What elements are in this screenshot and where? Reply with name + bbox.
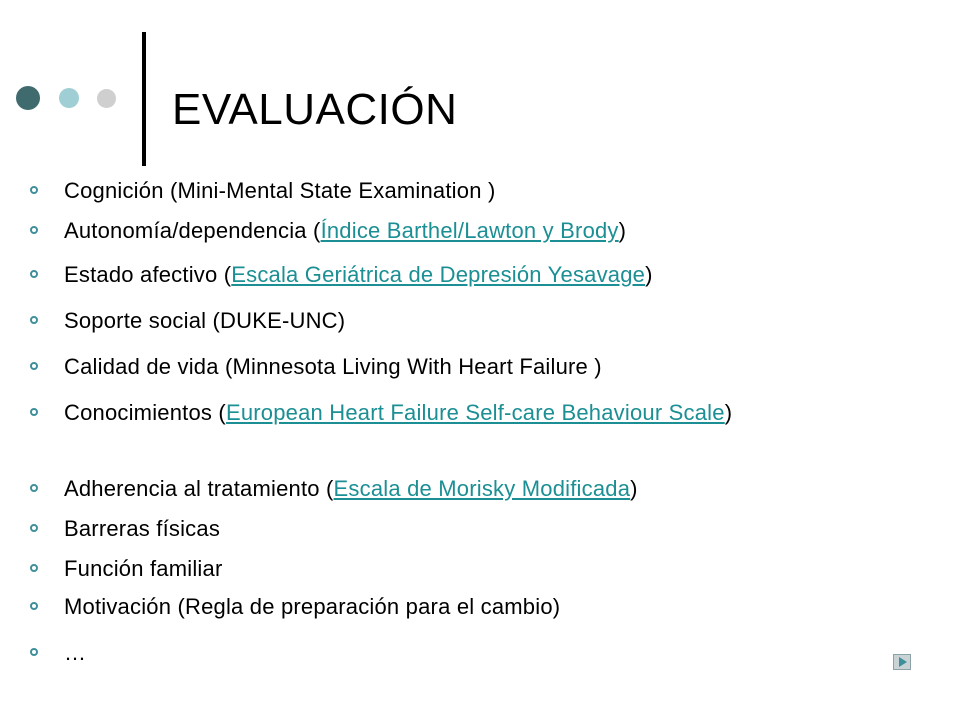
item-text: Autonomía/dependencia ( (64, 218, 321, 243)
item-text: Función familiar (64, 556, 223, 581)
bullet-icon (30, 362, 38, 370)
bullet-icon (30, 602, 38, 610)
item-text-end: ) (724, 400, 733, 425)
bullet-icon (30, 564, 38, 572)
slide-title: EVALUACIÓN (172, 85, 458, 134)
bullet-icon (30, 408, 38, 416)
item-text: Cognición (Mini-Mental State Examination ) (64, 178, 496, 203)
item-text: Motivación (Regla de preparación para el cambio) (64, 594, 561, 619)
item-text: Soporte social (DUKE-UNC) (64, 308, 346, 333)
bullet-icon (30, 524, 38, 532)
barthel-link[interactable]: Índice Barthel/Lawton y Brody (320, 218, 619, 243)
item-text-end: ) (630, 476, 638, 501)
bullet-icon (30, 270, 38, 278)
dot-light-teal-icon (59, 88, 79, 108)
item-text: Estado afectivo ( (64, 262, 232, 287)
bullet-icon (30, 226, 38, 234)
bullet-icon (30, 484, 38, 492)
dot-gray-icon (97, 89, 116, 108)
morisky-link[interactable]: Escala de Morisky Modificada (333, 476, 631, 501)
item-text-end: ) (618, 218, 627, 243)
play-arrow-icon[interactable] (893, 654, 911, 670)
item-text: … (64, 640, 87, 665)
dot-dark-teal-icon (16, 86, 40, 110)
title-divider (142, 32, 146, 166)
bullet-icon (30, 186, 38, 194)
yesavage-link[interactable]: Escala Geriátrica de Depresión Yesavage (231, 262, 646, 287)
bullet-icon (30, 316, 38, 324)
item-text: Barreras físicas (64, 516, 221, 541)
bullet-icon (30, 648, 38, 656)
item-text: Conocimientos ( (64, 400, 226, 425)
item-text-end: ) (645, 262, 653, 287)
item-text: Calidad de vida (Minnesota Living With Heart Failure ) (64, 354, 602, 379)
self-care-behaviour-link[interactable]: European Heart Failure Self-care Behaviour Scale (225, 400, 725, 425)
item-text: Adherencia al tratamiento ( (64, 476, 334, 501)
